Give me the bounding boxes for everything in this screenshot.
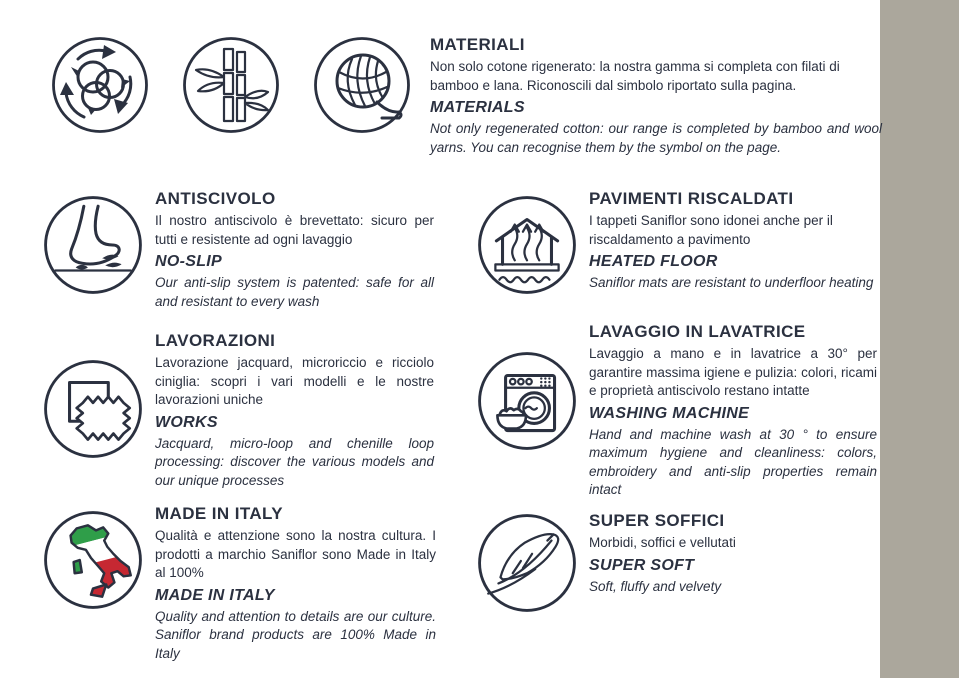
section-title-it: LAVORAZIONI [155, 331, 276, 350]
section-antiscivolo [42, 188, 434, 311]
feather-icon [476, 512, 578, 614]
materials-icon-row [50, 35, 412, 135]
section-body-it: Lavaggio a mano e in lavatrice a 30° per garantire massima igiene e pulizia: colori, ricami e proprietà antiscivolo restano intatte [589, 346, 877, 398]
section-body-en: Saniflor mats are resistant to underfloor heating [589, 275, 874, 290]
right-accent-bar [880, 0, 959, 678]
section-body-it: Qualità e attenzione sono la nostra cultura. I prodotti a marchio Saniflor sono Made in Italy al 100% [155, 528, 436, 580]
section-lavorazioni [42, 330, 434, 490]
section-title-en: WASHING MACHINE [589, 404, 750, 422]
section-title-it: PAVIMENTI RISCALDATI [589, 189, 794, 208]
section-body-en: Jacquard, micro-loop and chenille loop processing: discover the various models and our unique processes [155, 435, 434, 488]
washing-machine-icon [476, 350, 578, 452]
section-body-en: Hand and machine wash at 30 ° to ensure maximum hygiene and cleanliness: colors, embroidery and anti-slip properties remain intact [589, 426, 877, 497]
section-title-en: NO-SLIP [155, 253, 222, 270]
section-body-en: Not only regenerated cotton: our range is completed by bamboo and wool yarns. You can recognise them by the symbol on the page. [430, 121, 882, 155]
section-title-en: SUPER SOFT [589, 556, 695, 574]
section-made-in-italy [42, 503, 436, 663]
section-body-it: Il nostro antiscivolo è brevettato: sicuro per tutti e resistente ad ogni lavaggio [155, 213, 434, 247]
section-body-it: Lavorazione jacquard, microriccio e ricciolo ciniglia: scopri i vari modelli e le nostre lavorazioni uniche [155, 355, 434, 407]
foot-no-slip-icon [42, 194, 144, 296]
section-title-it: MATERIALI [430, 35, 525, 54]
section-title-it: LAVAGGIO IN LAVATRICE [589, 322, 806, 341]
fabric-swatch-icon [42, 358, 144, 460]
section-body-en: Soft, fluffy and velvety [589, 578, 722, 594]
bamboo-icon [181, 35, 281, 135]
section-body-it: I tappeti Saniflor sono idonei anche per il riscaldamento a pavimento [589, 213, 833, 247]
section-pavimenti-riscaldati [476, 188, 877, 296]
section-body-en: Our anti-slip system is patented: safe for all and resistant to every wash [155, 275, 434, 309]
heated-floor-icon [476, 194, 578, 296]
recycled-cotton-icon [50, 35, 150, 135]
section-title-en: WORKS [155, 413, 218, 431]
section-title-en: HEATED FLOOR [589, 253, 718, 270]
section-title-it: SUPER SOFFICI [589, 511, 725, 530]
yarn-ball-icon [312, 35, 412, 135]
section-lavaggio-in-lavatrice [476, 321, 877, 500]
section-materiali [430, 34, 882, 157]
section-super-soffici [476, 510, 877, 614]
italy-map-icon [42, 509, 144, 611]
section-body-en: Quality and attention to details are our culture. Saniflor brand products are 100% Made in Italy [155, 608, 436, 661]
section-body-it: Non solo cotone rigenerato: la nostra gamma si completa con filati di bamboo e lana. Riconoscili dal simbolo riportato sulla pagina. [430, 59, 840, 93]
section-body-it: Morbidi, soffici e vellutati [589, 535, 736, 550]
section-title-en: MADE IN ITALY [155, 586, 275, 604]
section-title-it: MADE IN ITALY [155, 504, 283, 523]
section-title-it: ANTISCIVOLO [155, 189, 276, 208]
section-title-en: MATERIALS [430, 99, 525, 116]
